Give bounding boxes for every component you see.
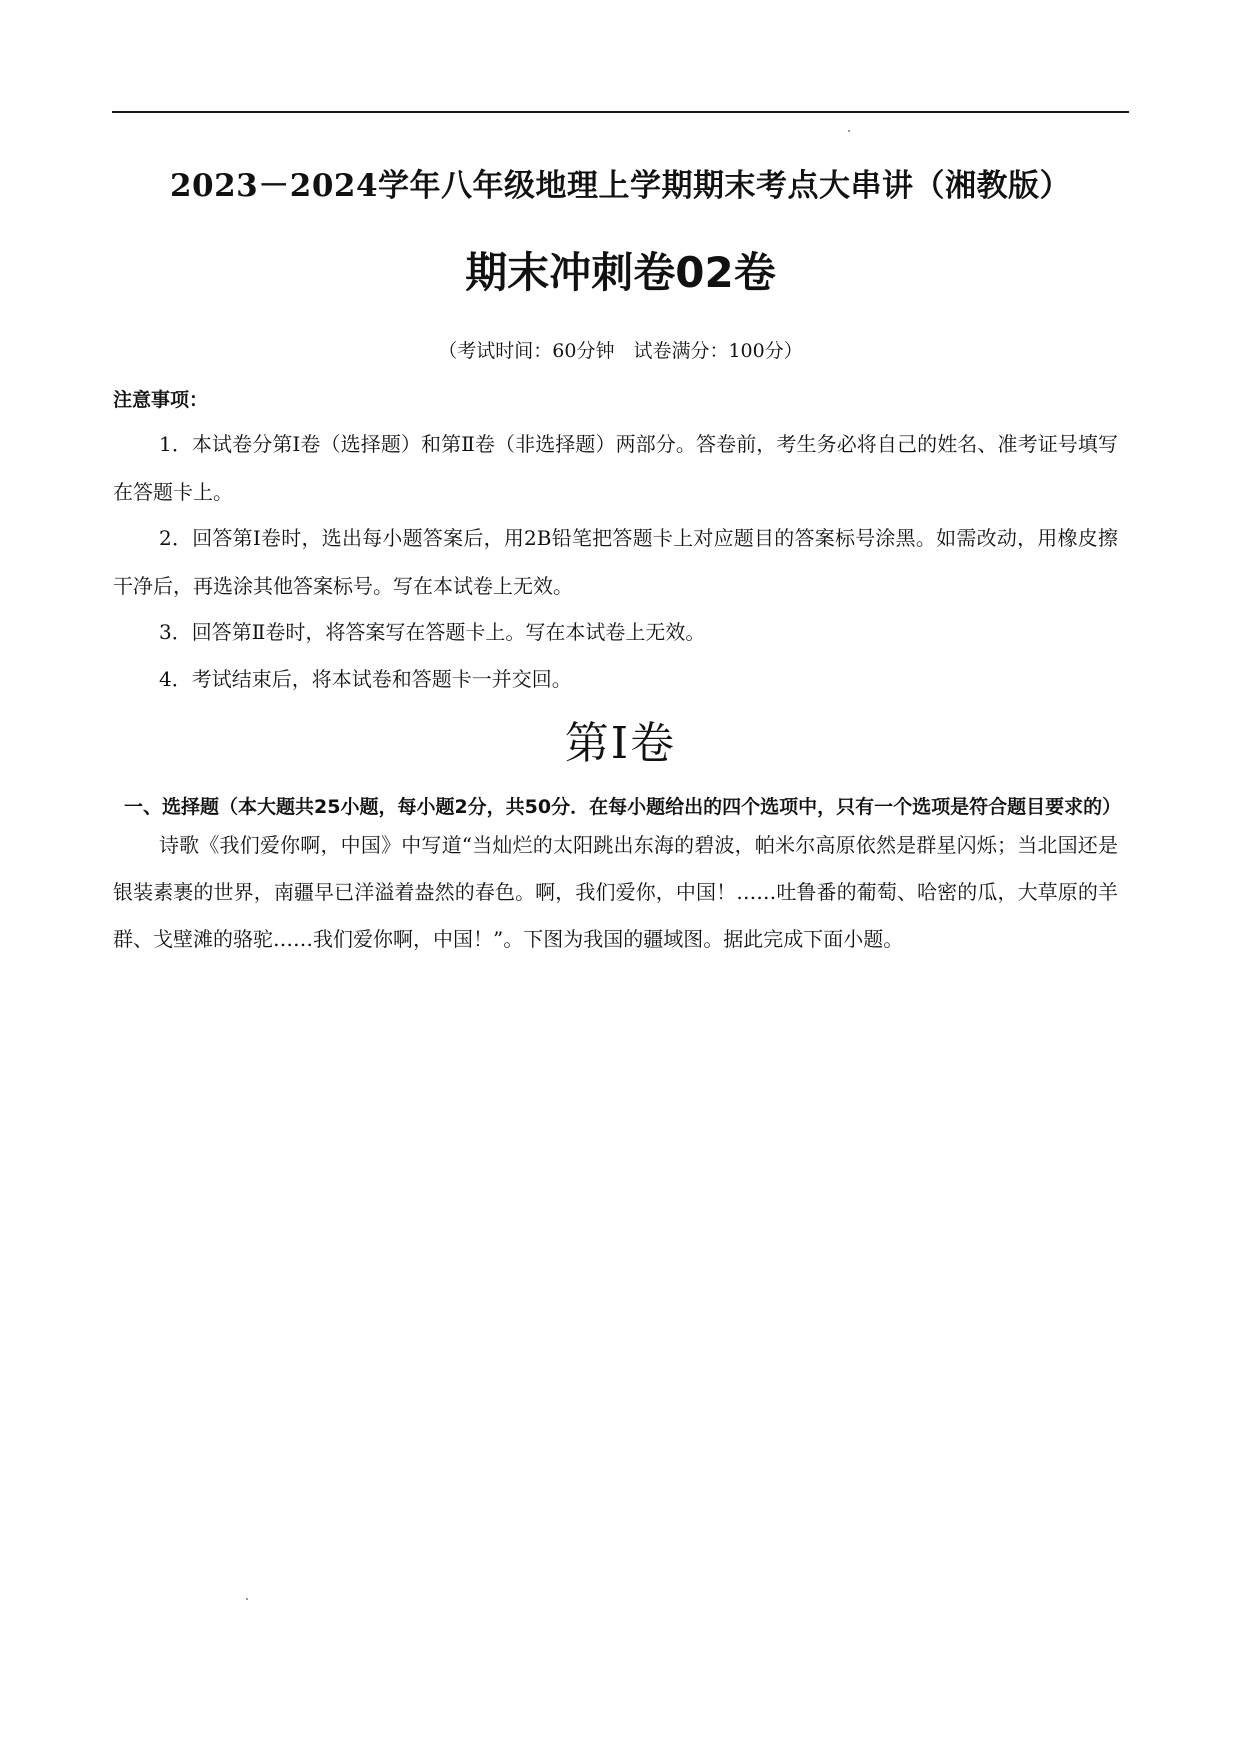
question-passage: 诗歌《我们爱你啊，中国》中写道“当灿烂的太阳跳出东海的碧波，帕米尔高原依然是群星闪烁；当北国还是银装素裹的世界，南疆早已洋溢着盎然的春色。啊，我们爱你，中国！……吐鲁番的葡萄、哈密的瓜，大草原的羊群、戈壁滩的骆驼……我们爱你啊，中国！”。下图为我国的疆域图。据此完成下面小题。 bbox=[113, 833, 1118, 951]
notice-item-1: 1．本试卷分第Ⅰ卷（选择题）和第Ⅱ卷（非选择题）两部分。答卷前，考生务必将自己的姓名、准考证号填写在答题卡上。 bbox=[113, 432, 1118, 504]
document-header-title: 2023－2024学年八年级地理上学期期末考点大串讲（湘教版） bbox=[169, 168, 1072, 204]
multiple-choice-heading: 一、选择题（本大题共25小题，每小题2分，共50分．在每小题给出的四个选项中，只有一个选项是符合题目要求的） bbox=[124, 796, 1122, 818]
notice-item-4: 4．考试结束后，将本试卷和答题卡一并交回。 bbox=[159, 667, 572, 691]
scan-speck bbox=[848, 130, 850, 132]
section-title: 第Ⅰ卷 bbox=[564, 718, 677, 769]
notice-item-2: 2．回答第Ⅰ卷时，选出每小题答案后，用2B铅笔把答题卡上对应题目的答案标号涂黑。如需改动，用橡皮擦干净后，再选涂其他答案标号。写在本试卷上无效。 bbox=[113, 526, 1118, 598]
header-rule bbox=[112, 111, 1129, 113]
scan-speck bbox=[246, 1598, 248, 1600]
notice-heading: 注意事项： bbox=[113, 389, 209, 411]
notice-item-3: 3．回答第Ⅱ卷时，将答案写在答题卡上。写在本试卷上无效。 bbox=[159, 620, 706, 644]
exam-time-and-score: （考试时间：60分钟 试卷满分：100分） bbox=[438, 340, 803, 362]
exam-main-title: 期末冲刺卷02卷 bbox=[465, 248, 776, 297]
